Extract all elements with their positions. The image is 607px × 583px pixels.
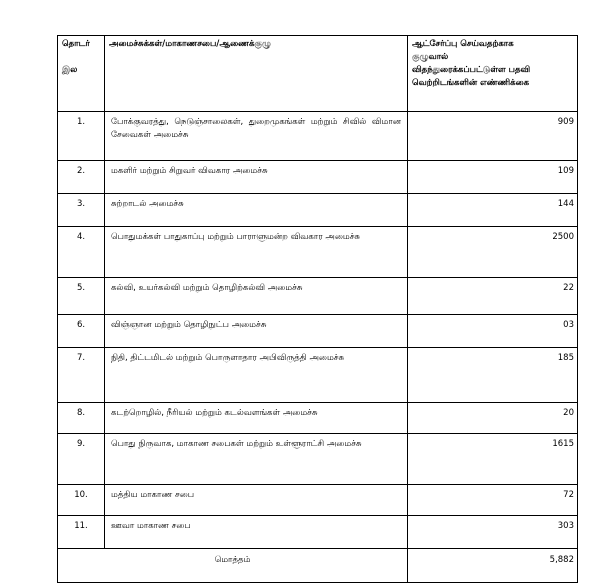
table-row (58, 434, 578, 485)
row-vacancy-count: 185 (408, 348, 578, 403)
row-number: 4. (58, 227, 105, 278)
row-number: 7. (58, 348, 105, 403)
row-number: 8. (58, 403, 105, 434)
total-value: 5,882 (408, 549, 578, 583)
row-number: 11. (58, 516, 105, 549)
table-row (58, 194, 578, 227)
row-number: 3. (58, 194, 105, 227)
row-vacancy-count: 303 (408, 516, 578, 549)
row-ministry-name: பொதுமக்கள் பாதுகாப்பு மற்றும் பாராளுமன்ற விவகார அமைச்சு (105, 227, 408, 278)
header-count-line-2: குழுவால் (412, 52, 449, 62)
header-vacancy-count (408, 36, 578, 112)
table-row (58, 278, 578, 315)
table-row (58, 315, 578, 348)
table-row (58, 348, 578, 403)
row-vacancy-count: 72 (408, 485, 578, 516)
row-number: 10. (58, 485, 105, 516)
header-count-line-1: ஆட்சேர்ப்பு செய்வதற்காக (412, 39, 514, 49)
row-ministry-name: போக்குவரத்து, நெடுஞ்சாலைகள், துறைமுகங்கள் மற்றும் சிவில் விமான சேவைகள் அமைச்சு (105, 112, 408, 161)
row-vacancy-count: 1615 (408, 434, 578, 485)
row-ministry-name: பொது நிருவாக, மாகாண சபைகள் மற்றும் உள்ளூராட்சி அமைச்சு (105, 434, 408, 485)
row-ministry-name: கல்வி, உயர்கல்வி மற்றும் தொழிற்கல்வி அமைச்சு (105, 278, 408, 315)
row-vacancy-count: 20 (408, 403, 578, 434)
header-serial-line-1: தொடர் (62, 39, 90, 49)
row-ministry-name: விஞ்ஞான மற்றும் தொழிநுட்ப அமைச்சு (105, 315, 408, 348)
total-label: மொத்தம் (58, 549, 408, 583)
vacancy-table (57, 35, 578, 583)
table-row (58, 227, 578, 278)
row-ministry-name: சுற்றாடல் அமைச்சு (105, 194, 408, 227)
row-vacancy-count: 909 (408, 112, 578, 161)
table-row (58, 403, 578, 434)
table-row (58, 485, 578, 516)
row-vacancy-count: 22 (408, 278, 578, 315)
table-header-row (58, 36, 578, 112)
row-number: 2. (58, 161, 105, 194)
row-number: 5. (58, 278, 105, 315)
table-row (58, 112, 578, 161)
header-ministry (105, 36, 408, 112)
table-row (58, 161, 578, 194)
row-vacancy-count: 109 (408, 161, 578, 194)
row-number: 9. (58, 434, 105, 485)
header-ministry-label: அமைச்சுக்கள்/மாகாணசபை/ஆணைக்குழு (109, 39, 272, 49)
header-count-line-3: விதந்துரைக்கப்பட்டுள்ள பதவி (412, 65, 531, 75)
row-ministry-name: மகளிர் மற்றும் சிறுவர் விவகார அமைச்சு (105, 161, 408, 194)
total-row (58, 549, 578, 583)
header-serial-line-2: இல (62, 65, 78, 75)
row-number: 6. (58, 315, 105, 348)
row-vacancy-count: 144 (408, 194, 578, 227)
row-ministry-name: மத்திய மாகாண சபை (105, 485, 408, 516)
row-ministry-name: ஊவா மாகாண சபை (105, 516, 408, 549)
table-row (58, 516, 578, 549)
row-ministry-name: நிதி, திட்டமிடல் மற்றும் பொருளாதார அபிவிருத்தி அமைச்சு (105, 348, 408, 403)
row-ministry-name: கடற்றொழில், நீரியல் மற்றும் கடல்வளங்கள் அமைச்சு (105, 403, 408, 434)
header-serial-number (58, 36, 105, 112)
row-number: 1. (58, 112, 105, 161)
row-vacancy-count: 03 (408, 315, 578, 348)
header-count-line-4: வெற்றிடங்களின் எண்ணிக்கை (412, 78, 530, 88)
row-vacancy-count: 2500 (408, 227, 578, 278)
